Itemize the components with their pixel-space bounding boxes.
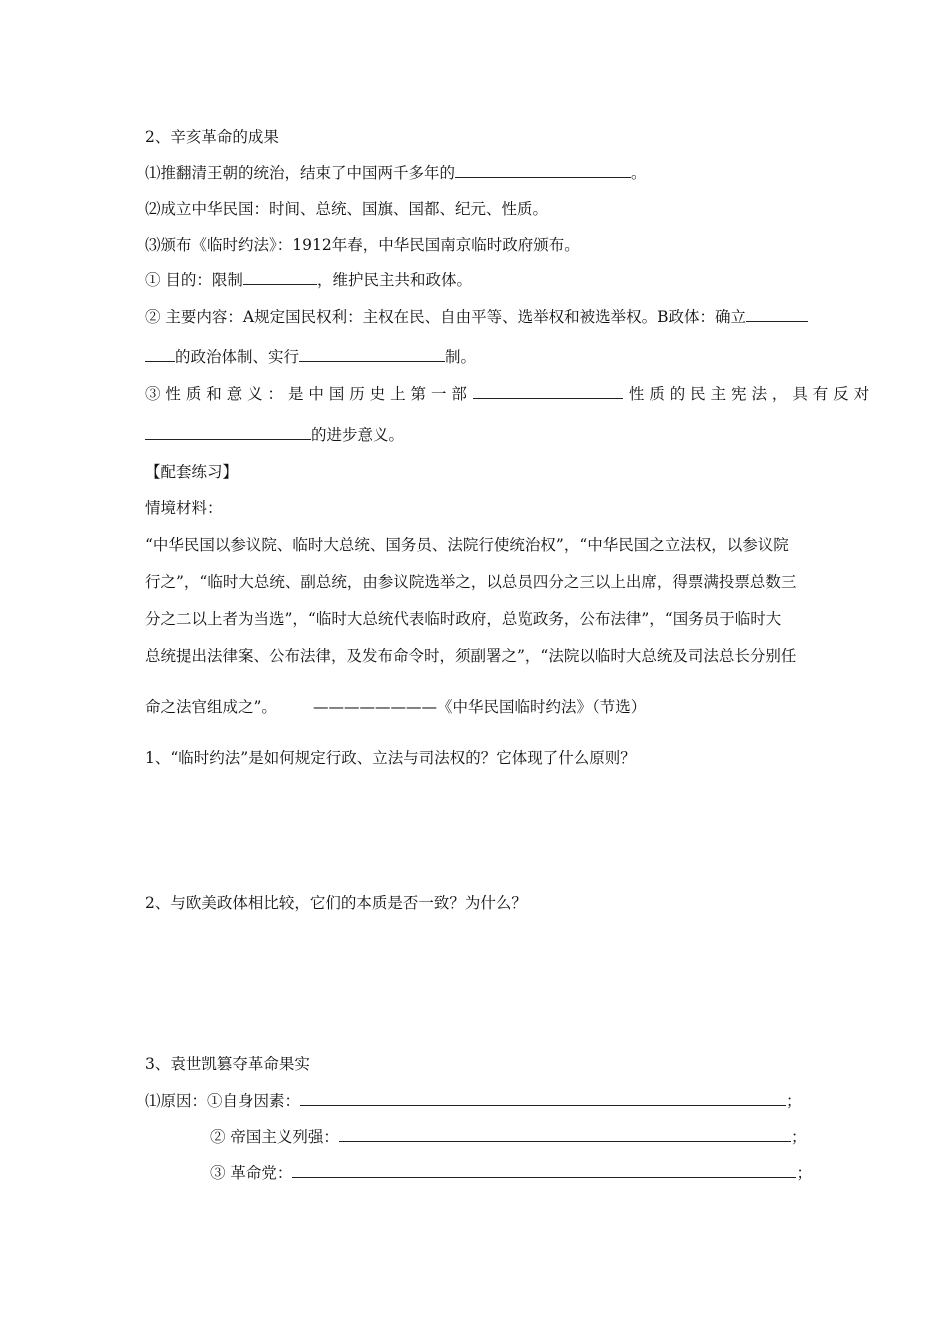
quote-line: 行之”，“临时大总统、副总统，由参议院选举之，以总员四分之三以上出席，得票满投票总数三 xyxy=(145,573,797,591)
purpose-end: ，维护民主共和政体。 xyxy=(316,271,472,289)
fill-blank[interactable] xyxy=(145,425,311,440)
quote-last: 命之法官组成之”。 xyxy=(145,698,277,716)
semicolon: ； xyxy=(790,1128,807,1146)
quote-line: 分之二以上者为当选”，“临时大总统代表临时政府，总览政务，公布法律”，“国务员于临时大 xyxy=(145,610,782,628)
content-text: ② 主要内容：A规定国民权利：主权在民、自由平等、选举权和被选举权。B政体：确立 xyxy=(145,308,747,326)
item3: ⑶颁布《临时约法》：1912年春，中华民国南京临时政府颁布。 xyxy=(145,236,580,254)
fill-blank[interactable] xyxy=(473,384,623,399)
content-end: 制。 xyxy=(445,348,477,366)
nature-text: ③ 性 质 和 意 义 ： 是 中 国 历 史 上 第 一 部 xyxy=(145,385,467,403)
fill-blank[interactable] xyxy=(145,347,175,362)
quote-last-line xyxy=(145,697,646,717)
purpose-line xyxy=(145,270,472,290)
quote-source: ————————《中华民国临时约法》（节选） xyxy=(312,698,647,716)
section2-heading: 2、辛亥革命的成果 xyxy=(145,128,279,146)
party-label: ③ 革命党： xyxy=(210,1164,293,1182)
item1-text: ⑴推翻清王朝的统治，结束了中国两千多年的 xyxy=(145,164,456,182)
content-line-b xyxy=(145,347,476,367)
imperialist-line xyxy=(210,1127,806,1147)
nature-mid: 性 质 的 民 主 宪 法 ， 具 有 反 对 xyxy=(628,385,870,403)
practice-heading: 【配套练习】 xyxy=(145,463,239,481)
quote-line: 总统提出法律案、公布法律，及发布命令时，须副署之”，“法院以临时大总统及司法总长分别任 xyxy=(145,647,797,665)
nature-end: 的进步意义。 xyxy=(311,426,405,444)
semicolon: ； xyxy=(786,1092,802,1110)
reason-label: ⑴原因：①自身因素： xyxy=(145,1092,301,1110)
nature-line xyxy=(145,384,869,404)
content-mid: 的政治体制、实行 xyxy=(175,348,300,366)
reason-line xyxy=(145,1091,802,1111)
quote-line: “中华民国以参议院、临时大总统、国务员、法院行使统治权”，“中华民国之立法权，以参议院 xyxy=(145,536,789,554)
question-2: 2、与欧美政体相比较，它们的本质是否一致？为什么？ xyxy=(145,894,527,912)
party-line xyxy=(210,1163,812,1183)
item1-end: 。 xyxy=(631,164,647,182)
purpose-text: ① 目的：限制 xyxy=(145,271,243,289)
item1 xyxy=(145,163,647,183)
question-1: 1、“临时约法”是如何规定行政、立法与司法权的？它体现了什么原则？ xyxy=(145,749,636,767)
fill-blank[interactable] xyxy=(300,1091,786,1106)
fill-blank[interactable] xyxy=(746,307,808,322)
imperialist-label: ② 帝国主义列强： xyxy=(210,1128,339,1146)
nature-line-2 xyxy=(145,425,404,445)
fill-blank[interactable] xyxy=(243,270,317,285)
fill-blank[interactable] xyxy=(292,1163,796,1178)
material-label: 情境材料： xyxy=(145,499,223,517)
fill-blank[interactable] xyxy=(299,347,445,362)
section3-heading: 3、袁世凯篡夺革命果实 xyxy=(145,1055,310,1073)
semicolon: ； xyxy=(796,1164,812,1182)
fill-blank[interactable] xyxy=(455,163,631,178)
content-line-a xyxy=(145,307,808,327)
item2: ⑵成立中华民国：时间、总统、国旗、国都、纪元、性质。 xyxy=(145,200,549,218)
fill-blank[interactable] xyxy=(339,1127,791,1142)
